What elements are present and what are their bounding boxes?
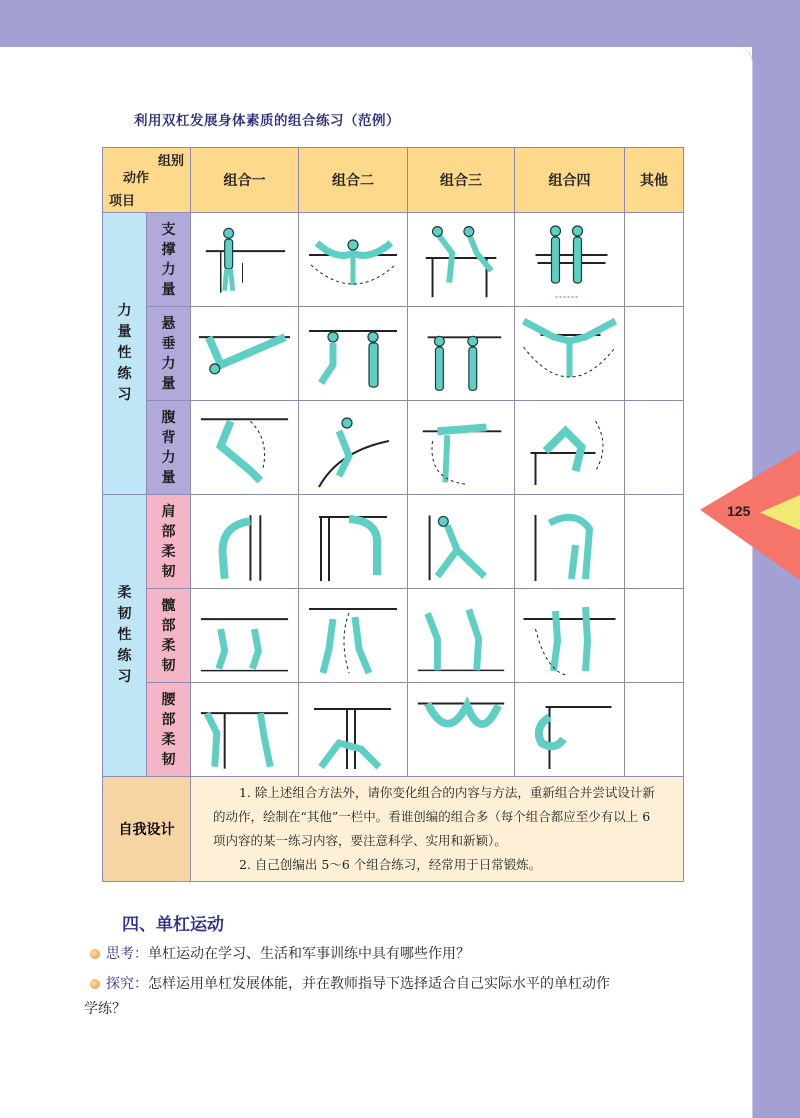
exercise-table xyxy=(102,147,684,882)
corner-action-label: 动作 xyxy=(123,171,150,186)
category-strength: 力量性练习 xyxy=(103,213,147,495)
think-line xyxy=(90,941,470,967)
self-design-label: 自我设计 xyxy=(103,777,191,882)
explore-line xyxy=(90,971,610,997)
column-header: 组合三 xyxy=(408,148,515,213)
exercise-figure xyxy=(191,589,299,683)
column-header: 组合四 xyxy=(515,148,625,213)
other-empty-cell xyxy=(625,495,684,589)
explore-text: 怎样运用单杠发展体能，并在教师指导下选择适合自己实际水平的单杠动作 xyxy=(148,976,610,992)
exercise-figure xyxy=(408,213,515,307)
exercise-figure xyxy=(408,589,515,683)
section-title: 四、单杠运动 xyxy=(122,915,224,935)
exercise-figure xyxy=(191,213,299,307)
exercise-figure xyxy=(515,683,625,777)
exercise-figure xyxy=(515,307,625,401)
corner-item-label: 项目 xyxy=(109,194,136,209)
column-header: 组合一 xyxy=(191,148,299,213)
exercise-figure xyxy=(515,495,625,589)
category-flexibility: 柔韧性练习 xyxy=(103,495,147,777)
row-label: 髋部柔韧 xyxy=(147,589,191,683)
exercise-figure xyxy=(515,213,625,307)
explore-bullet-icon xyxy=(90,979,100,989)
think-text: 单杠运动在学习、生活和军事训练中具有哪些作用？ xyxy=(148,946,470,962)
row-label: 肩部柔韧 xyxy=(147,495,191,589)
exercise-figure xyxy=(191,307,299,401)
think-label: 思考： xyxy=(106,946,148,962)
table-title: 利用双杠发展身体素质的组合练习（范例） xyxy=(134,113,400,129)
top-decorative-band xyxy=(0,0,800,47)
self-design-item-1: 1. 除上述组合方法外，请你变化组合的内容与方法，重新组合并尝试设计新的动作，绘制在“其他”一栏中。看谁创编的组合多（每个组合都应至少有以上 6 项内容的某一练习内容，要注意科学、实用和新颖）。 xyxy=(213,785,655,848)
self-design-item-2: 2. 自己创编出 5～6 个组合练习，经常用于日常锻炼。 xyxy=(239,857,542,872)
exercise-figure xyxy=(515,589,625,683)
other-empty-cell xyxy=(625,307,684,401)
exercise-figure xyxy=(299,589,408,683)
exercise-figure xyxy=(191,401,299,495)
other-empty-cell xyxy=(625,683,684,777)
exercise-figure xyxy=(299,495,408,589)
exercise-figure xyxy=(408,307,515,401)
exercise-figure xyxy=(299,213,408,307)
exercise-figure xyxy=(191,495,299,589)
column-header: 组合二 xyxy=(299,148,408,213)
page-number: 125 xyxy=(727,503,751,519)
exercise-figure xyxy=(408,401,515,495)
exercise-figure xyxy=(515,401,625,495)
corner-group-label: 组别 xyxy=(157,154,184,169)
exercise-figure xyxy=(408,495,515,589)
exercise-figure xyxy=(299,307,408,401)
exercise-figure xyxy=(299,683,408,777)
exercise-figure xyxy=(408,683,515,777)
exercise-figure xyxy=(191,683,299,777)
row-label: 腰部柔韧 xyxy=(147,683,191,777)
explore-label: 探究： xyxy=(106,976,148,992)
column-header: 其他 xyxy=(625,148,684,213)
other-empty-cell xyxy=(625,213,684,307)
exercise-figure xyxy=(299,401,408,495)
other-empty-cell xyxy=(625,401,684,495)
row-label: 悬垂力量 xyxy=(147,307,191,401)
other-empty-cell xyxy=(625,589,684,683)
think-bullet-icon xyxy=(90,949,100,959)
row-label: 腹背力量 xyxy=(147,401,191,495)
self-design-text xyxy=(191,777,684,882)
table-corner-header xyxy=(103,148,191,213)
explore-continuation: 学练？ xyxy=(84,1001,126,1017)
row-label: 支撑力量 xyxy=(147,213,191,307)
